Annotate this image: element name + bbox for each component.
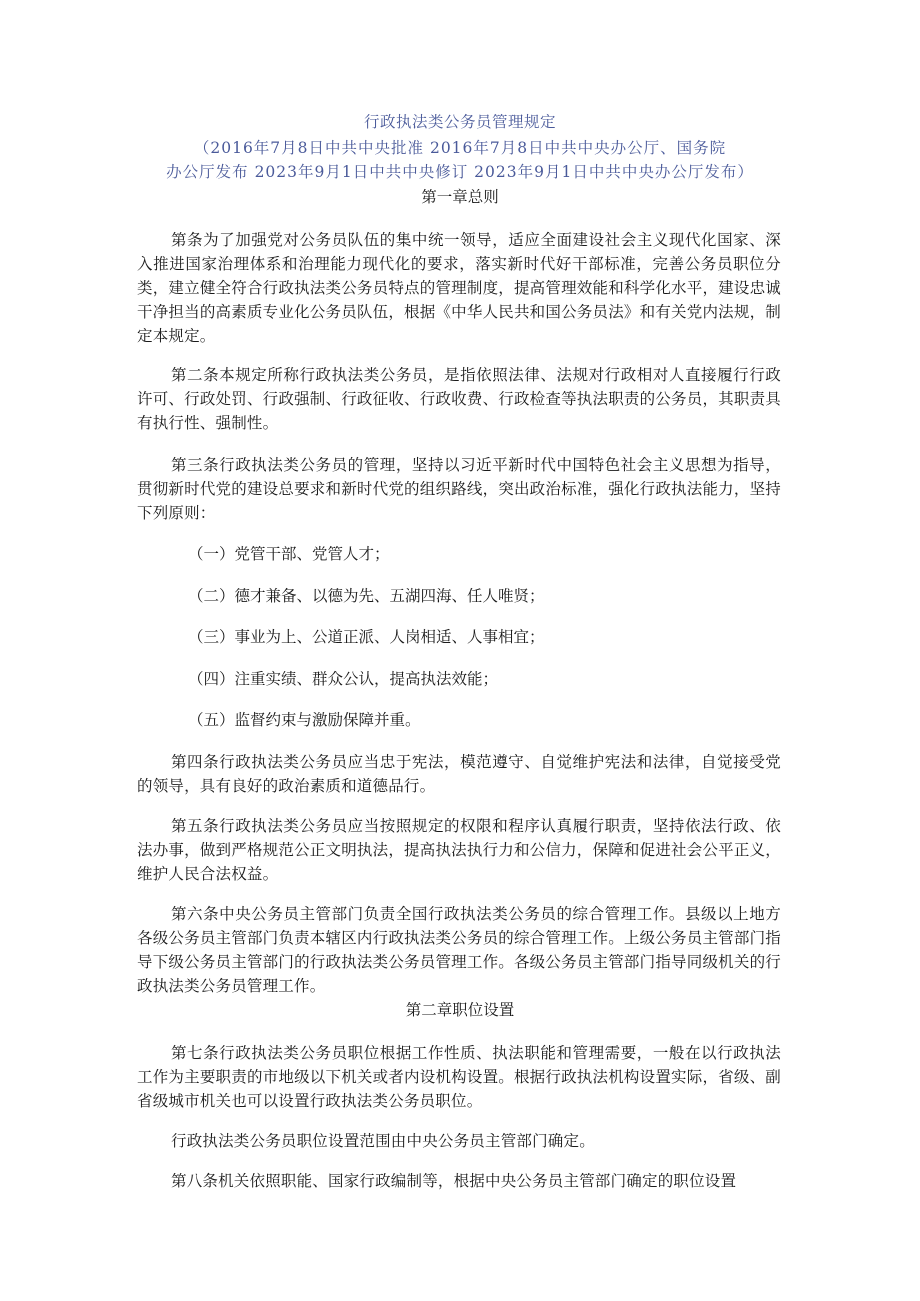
article-5: 第五条行政执法类公务员应当按照规定的权限和程序认真履行职责，坚持依法行政、依法办事，做到严格规范公正文明执法，提高执法执行力和公信力，保障和促进社会公平正义，维护人民合法权益。 (137, 817, 781, 883)
article-7-paragraph-2: 行政执法类公务员职位设置范围由中央公务员主管部门确定。 (171, 1132, 595, 1150)
document-issuance-info (135, 136, 785, 184)
principle-item: （五）监督约束与激励保障并重。 (188, 711, 421, 729)
article-8: 第八条机关依照职能、国家行政编制等，根据中央公务员主管部门确定的职位设置 (171, 1172, 737, 1190)
chapter-heading-1: 第一章总则 (421, 188, 499, 206)
issuance-line-1: （2016年7月8日中共中央批准 2016年7月8日中共中央办公厅、国务院 (193, 139, 727, 157)
issuance-line-2: 办公厅发布 2023年9月1日中共中央修订 2023年9月1日中共中央办公厅发布） (166, 163, 754, 181)
article-6: 第六条中央公务员主管部门负责全国行政执法类公务员的综合管理工作。县级以上地方各级公务员主管部门负责本辖区内行政执法类公务员的综合管理工作。上级公务员主管部门指导下级公务员主管部门的行政执法类公务员管理工作。各级公务员主管部门指导同级机关的行政执法类公务员管理工作。 (137, 905, 781, 995)
article-2: 第二条本规定所称行政执法类公务员，是指依照法律、法规对行政相对人直接履行行政许可、行政处罚、行政强制、行政征收、行政收费、行政检查等执法职责的公务员，其职责具有执行性、强制性。 (137, 366, 781, 432)
article-3: 第三条行政执法类公务员的管理，坚持以习近平新时代中国特色社会主义思想为指导，贯彻新时代党的建设总要求和新时代党的组织路线，突出政治标准，强化行政执法能力，坚持下列原则： (137, 456, 781, 522)
principle-item: （四）注重实绩、群众公认，提高执法效能； (188, 670, 499, 688)
document-title: 行政执法类公务员管理规定 (363, 113, 556, 131)
article-7: 第七条行政执法类公务员职位根据工作性质、执法职能和管理需要，一般在以行政执法工作为主要职责的市地级以下机关或者内设机构设置。根据行政执法机构设置实际，省级、副省级城市机关也可以设置行政执法类公务员职位。 (137, 1044, 781, 1110)
principle-item: （二）德才兼备、以德为先、五湖四海、任人唯贤； (188, 587, 545, 605)
principle-item: （一）党管干部、党管人才； (188, 545, 390, 563)
chapter-heading-2: 第二章职位设置 (405, 1001, 515, 1019)
principle-item: （三）事业为上、公道正派、人岗相适、人事相宜； (188, 628, 545, 646)
article-1: 第条为了加强党对公务员队伍的集中统一领导，适应全面建设社会主义现代化国家、深入推进国家治理体系和治理能力现代化的要求，落实新时代好干部标准，完善公务员职位分类，建立健全符合行政执法类公务员特点的管理制度，提高管理效能和科学化水平，建设忠诚干净担当的高素质专业化公务员队伍，根据《中华人民共和国公务员法》和有关党内法规，制定本规定。 (137, 231, 781, 345)
article-4: 第四条行政执法类公务员应当忠于宪法，模范遵守、自觉维护宪法和法律，自觉接受党的领导，具有良好的政治素质和道德品行。 (137, 753, 781, 795)
